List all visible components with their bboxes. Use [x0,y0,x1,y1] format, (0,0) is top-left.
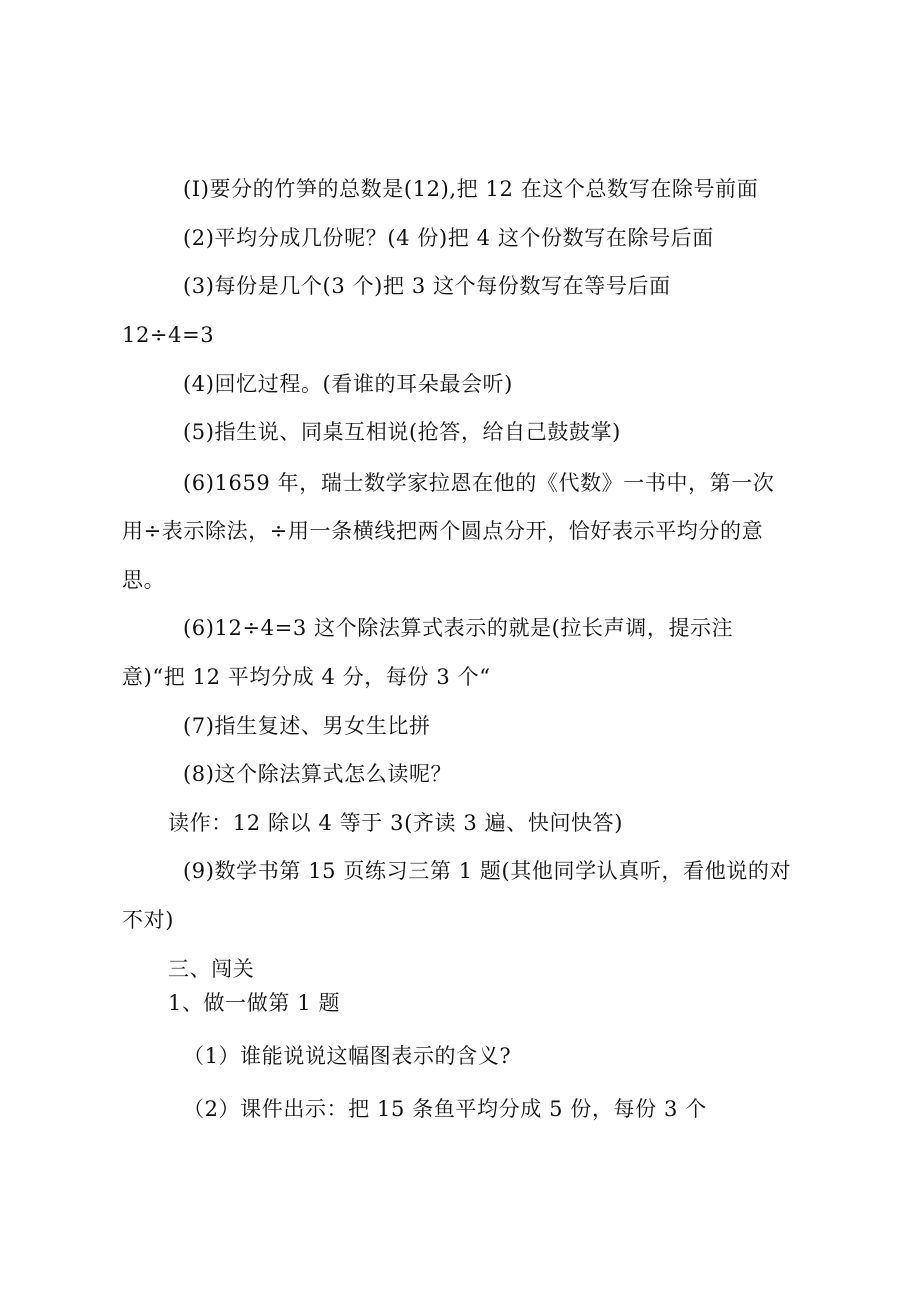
text-line-16: 不对) [122,908,174,932]
text-line-12: (7)指生复述、男女生比拼 [183,714,431,738]
text-line-13: (8)这个除法算式怎么读呢？ [183,762,453,786]
text-line-10: (6)12÷4=3 这个除法算式表示的就是(拉长声调，提示注 [183,616,734,640]
text-line-14: 读作：12 除以 4 等于 3(齐读 3 遍、快问快答) [168,811,624,835]
text-line-2: (2)平均分成几份呢？(4 份)把 4 这个份数写在除号后面 [183,226,714,250]
text-line-6: (5)指生说、同桌互相说(抢答，给自己鼓鼓掌) [183,420,621,444]
text-line-4: 12÷4=3 [122,323,215,347]
text-line-8: 用÷表示除法，÷用一条横线把两个圆点分开，恰好表示平均分的意 [122,519,764,543]
subsection-heading: 1、做一做第 1 题 [168,991,341,1015]
section-heading: 三、闯关 [168,957,255,981]
text-line-1: (I)要分的竹笋的总数是(12),把 12 在这个总数写在除号前面 [183,177,759,201]
text-line-9: 思。 [122,568,166,592]
text-line-15: (9)数学书第 15 页练习三第 1 题(其他同学认真听，看他说的对 [183,859,792,883]
text-line-7: (6)1659 年，瑞士数学家拉恩在他的《代数》一书中，第一次 [183,471,775,495]
text-line-3: (3)每份是几个(3 个)把 3 这个每份数写在等号后面 [183,274,671,298]
text-line-19: （1）谁能说说这幅图表示的含义? [183,1044,512,1068]
text-line-5: (4)回忆过程。(看谁的耳朵最会听) [183,372,513,396]
text-line-20: （2）课件出示：把 15 条鱼平均分成 5 份，每份 3 个 [183,1097,707,1121]
text-line-11: 意)“把 12 平均分成 4 分，每份 3 个“ [122,665,491,689]
